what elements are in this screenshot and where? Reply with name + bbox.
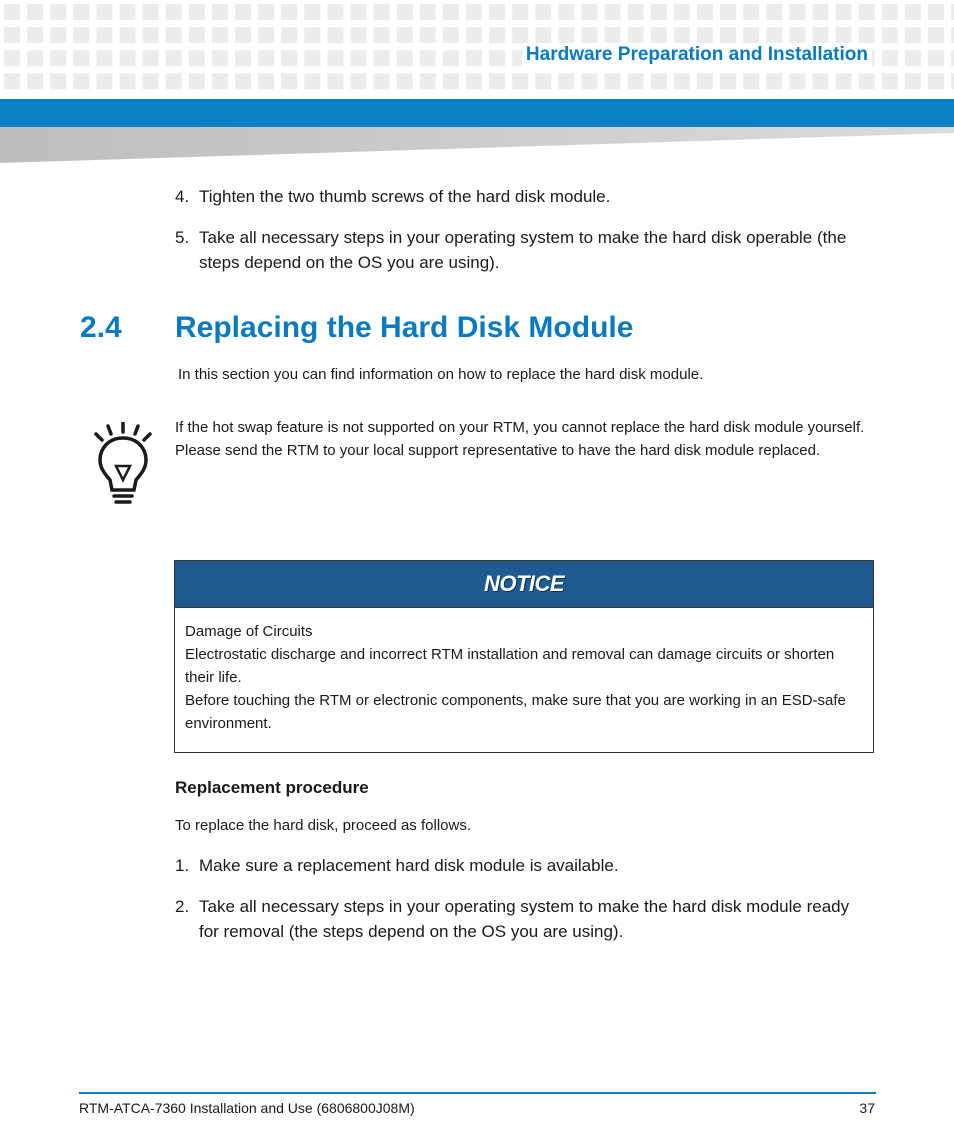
footer-rule bbox=[79, 1092, 876, 1094]
section-title: Replacing the Hard Disk Module bbox=[175, 311, 634, 344]
notice-box bbox=[174, 560, 874, 753]
lightbulb-icon bbox=[88, 422, 158, 510]
notice-header bbox=[175, 561, 873, 608]
step-text: Take all necessary steps in your operating system to make the hard disk module ready for removal (the steps depend on the OS you are using). bbox=[199, 897, 850, 941]
notice-label: NOTICE bbox=[483, 571, 565, 596]
notice-line: Electrostatic discharge and incorrect RTM installation and removal can damage circuits or shorten their life. bbox=[185, 646, 835, 686]
header-wedge bbox=[0, 127, 954, 163]
footer-document: RTM-ATCA-7360 Installation and Use (6806800J08M) bbox=[79, 1100, 415, 1116]
step-text: Make sure a replacement hard disk module is available. bbox=[199, 856, 619, 875]
header-title: Hardware Preparation and Installation bbox=[522, 43, 872, 67]
step-number: 4. bbox=[175, 187, 190, 206]
procedure-heading: Replacement procedure bbox=[175, 778, 369, 797]
section-intro: In this section you can find information on how to replace the hard disk module. bbox=[178, 366, 704, 383]
step-number: 2. bbox=[175, 897, 190, 916]
procedure-intro: To replace the hard disk, proceed as follows. bbox=[175, 817, 471, 834]
notice-title: Damage of Circuits bbox=[185, 623, 313, 640]
step-text: Tighten the two thumb screws of the hard disk module. bbox=[199, 187, 611, 206]
tip-text: If the hot swap feature is not supported on your RTM, you cannot replace the hard disk module yourself. Please send the RTM to your local support representative to have the hard disk module replaced. bbox=[175, 419, 865, 459]
notice-line: Before touching the RTM or electronic components, make sure that you are working in an ESD-safe environment. bbox=[185, 692, 846, 732]
step-number: 5. bbox=[175, 228, 190, 247]
section-number: 2.4 bbox=[80, 311, 122, 344]
page-number: 37 bbox=[859, 1100, 875, 1116]
step-number: 1. bbox=[175, 856, 190, 875]
header-band bbox=[0, 99, 954, 127]
notice-body bbox=[175, 608, 873, 735]
step-text: Take all necessary steps in your operating system to make the hard disk operable (the steps depend on the OS you are using). bbox=[199, 228, 847, 272]
